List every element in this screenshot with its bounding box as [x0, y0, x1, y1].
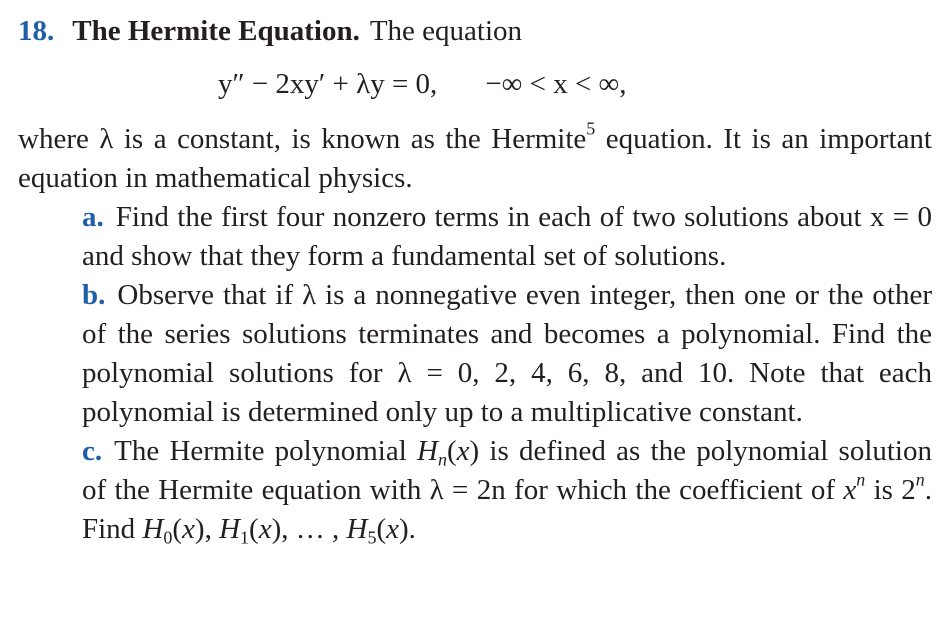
part-b [82, 276, 932, 432]
part-c-text-4: . Find [82, 474, 932, 545]
part-c-text-3: is [865, 474, 902, 506]
problem-number: 18. [18, 15, 55, 47]
problem-title: The Hermite Equation. [72, 15, 360, 47]
hermite-list: $H_0(x)$, $H_1(x)$, … , $H_5(x)$. [142, 513, 416, 548]
problem-header [18, 12, 932, 50]
equation-domain: −∞ < x < ∞, [485, 68, 627, 100]
description-text-after: equation. It is an important equation in mathematical physics. [18, 123, 932, 194]
part-c-label: c. [82, 435, 103, 467]
footnote-marker: 5 [586, 118, 596, 139]
two-power-n: 2$^n$ [901, 469, 925, 506]
part-c-text-2: is defined as the polynomial solution of the Hermite equation with λ = 2n for which the coefficient of [82, 435, 932, 506]
hermite-polynomial-symbol: $H_n(x)$ [417, 435, 480, 470]
part-a-text: Find the first four nonzero terms in each of two solutions about x = 0 and show that they form a fundamental set of solutions. [82, 201, 932, 272]
description-text-before: where λ is a constant, is known as the Hermite [18, 123, 587, 155]
part-b-text: Observe that if λ is a nonnegative even integer, then one or the other of the series solutions terminates and becomes a polynomial. Find the polynomial solutions for λ = 0, 2, 4, 6, 8, and 10. Note that each polynomial is determined only up to a multiplicative constant. [82, 279, 932, 428]
part-c-text-1: The Hermite polynomial [114, 435, 418, 467]
part-c [82, 432, 932, 549]
part-a-label: a. [82, 201, 104, 233]
equation-main: y″ − 2xy′ + λy = 0, [218, 68, 438, 100]
part-b-label: b. [82, 279, 106, 311]
problem-intro: The equation [369, 15, 523, 47]
problem-parts [82, 198, 932, 549]
hermite-equation [218, 64, 932, 104]
problem-description [18, 120, 932, 198]
part-a [82, 198, 932, 276]
x-power-n: $x^n$ [843, 469, 866, 506]
